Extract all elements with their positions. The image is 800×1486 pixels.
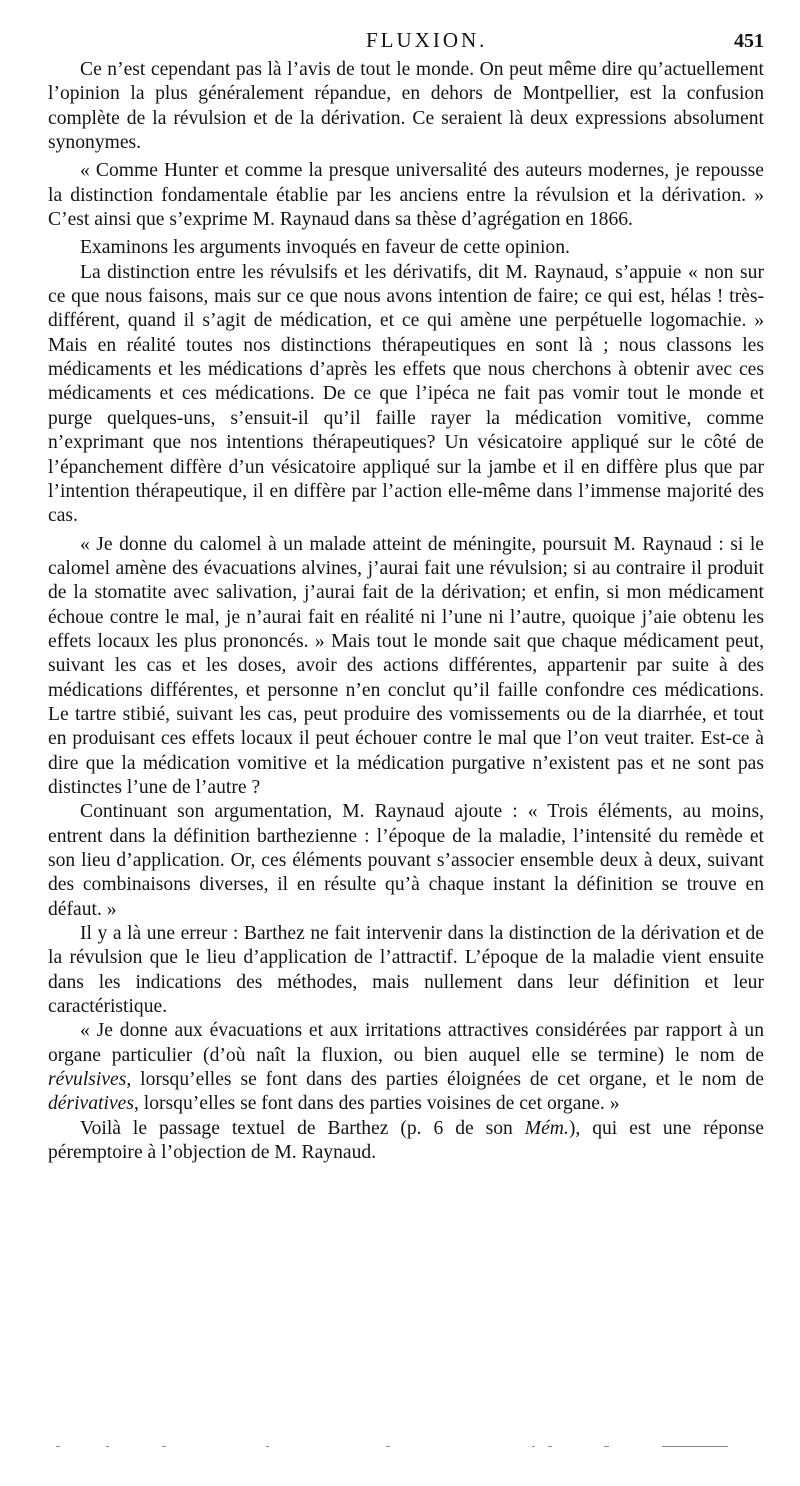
body-text [48, 58, 764, 1165]
paragraph-with-emphasis [48, 1117, 764, 1166]
speck [106, 1446, 109, 1447]
page-title: FLUXION. [366, 28, 488, 52]
paragraph: Continuant son argumentation, M. Raynaud ajoute : « Trois éléments, au moins, entrent dans la définition barthezienne : l’époque de la maladie, l’intensité du remède et son lieu d’application. Or, ces éléments pouvant s’associer ensemble deux à deux, suivant des combinaisons diverses, il en résulte qu’à chaque instant la définition se trouve en défaut. » [48, 801, 764, 920]
paragraph: La distinction entre les révulsifs et les dérivatifs, dit M. Raynaud, s’appuie « non sur ce que nous faisons, mais sur ce que nous avons intention de faire; ce qui est, hélas ! très-différent, quand il s’agit de médication, et ce qui amène une perpétuelle logomachie. » Mais en réalité toutes nos distinctions thérapeutiques en sont là ; nous classons les médicaments et les médications d’après les effets que nous cherchons à obtenir avec ces médicaments et ces médications. De ce que l’ipéca ne fait pas vomir tout le monde et purge quelques-uns, s’ensuit-il qu’il faille rayer la médication vomitive, comme n’exprimant que nos intentions thérapeutiques? Un vésicatoire appliqué sur le côté de l’épanchement diffère d’un vésicatoire appliqué sur la jambe et il en diffère plus que par l’intention thérapeutique, il en diffère par l’action elle-même dans l’immense majorité des cas. [48, 261, 764, 527]
emphasis: révulsives [48, 1069, 127, 1091]
text-run: Voilà le passage textuel de Barthez (p. 6 de son [80, 1117, 525, 1139]
footer-scan-specks [56, 1444, 756, 1450]
speck [604, 1446, 609, 1447]
paragraph: « Comme Hunter et comme la presque universalité des auteurs modernes, je repousse la distinction fondamentale établie par les anciens entre la révulsion et la dérivation. » C’est ainsi que s’exprime M. Raynaud dans sa thèse d’agrégation en 1866. [48, 160, 764, 231]
text-run: « Je donne aux évacuations et aux irritations attractives considérées par rapport à un organe particulier (d’où naît la fluxion, ou bien auquel elle se termine) le nom de [48, 1020, 764, 1066]
page-number: 451 [734, 30, 764, 52]
text-run: , lorsqu’elles se font dans des parties voisines de cet organe. » [133, 1093, 620, 1115]
running-head [0, 28, 800, 58]
paragraph: « Je donne du calomel à un malade atteint de méningite, poursuit M. Raynaud : si le calomel amène des évacuations alvines, j’aurai fait une révulsion; si au contraire il produit de la stomatite avec salivation, j’aurai fait de la dérivation; et enfin, si mon médicament échoue contre le mal, je n’aurai fait en réalité ni l’une ni l’autre, quoique j’aie obtenu les effets locaux les plus prononcés. » Mais tout le monde sait que chaque médicament peut, suivant les cas et les doses, avoir des actions différentes, appartenir par suite à des médications différentes, et personne n’en conclut qu’il faille confondre ces médications. Le tartre stibié, suivant les cas, peut produire des vomissements ou de la diarrhée, et tout en produisant ces effets locaux il peut échouer contre le mal que l’on veut traiter. Est-ce à dire que la médication vomitive et la médication purgative n’existent pas et ne sont pas distinctes l’une de l’autre ? [48, 533, 764, 798]
text-run: ), qui est une réponse péremptoire à l’objection de M. Raynaud. [48, 1117, 765, 1164]
speck [162, 1446, 166, 1447]
speck [266, 1446, 269, 1447]
emphasis: Mém. [524, 1117, 569, 1139]
paragraph: Examinons les arguments invoqués en faveur de cette opinion. [80, 237, 570, 259]
speck [548, 1446, 552, 1447]
speck [532, 1446, 535, 1447]
speck [386, 1446, 390, 1447]
paragraph: Ce n’est cependant pas là l’avis de tout le monde. On peut même dire qu’actuellement l’opinion la plus généralement répandue, en dehors de Montpellier, est la confusion complète de la révulsion et de la dérivation. Ce seraient là deux expressions absolument synonymes. [48, 59, 764, 154]
paragraph: Il y a là une erreur : Barthez ne fait intervenir dans la distinction de la dérivation et de la révulsion que le lieu d’application de l’attractif. L’époque de la maladie vient ensuite dans les indications des méthodes, mais nullement dans leur définition et leur caractéristique. [48, 923, 764, 1018]
speck [662, 1446, 728, 1447]
text-run: , lorsqu’elles se font dans des parties éloignées de cet organe, et le nom de [126, 1069, 764, 1091]
emphasis: dérivatives [48, 1093, 134, 1115]
speck [56, 1446, 60, 1447]
paragraph-with-emphasis [48, 1019, 764, 1116]
